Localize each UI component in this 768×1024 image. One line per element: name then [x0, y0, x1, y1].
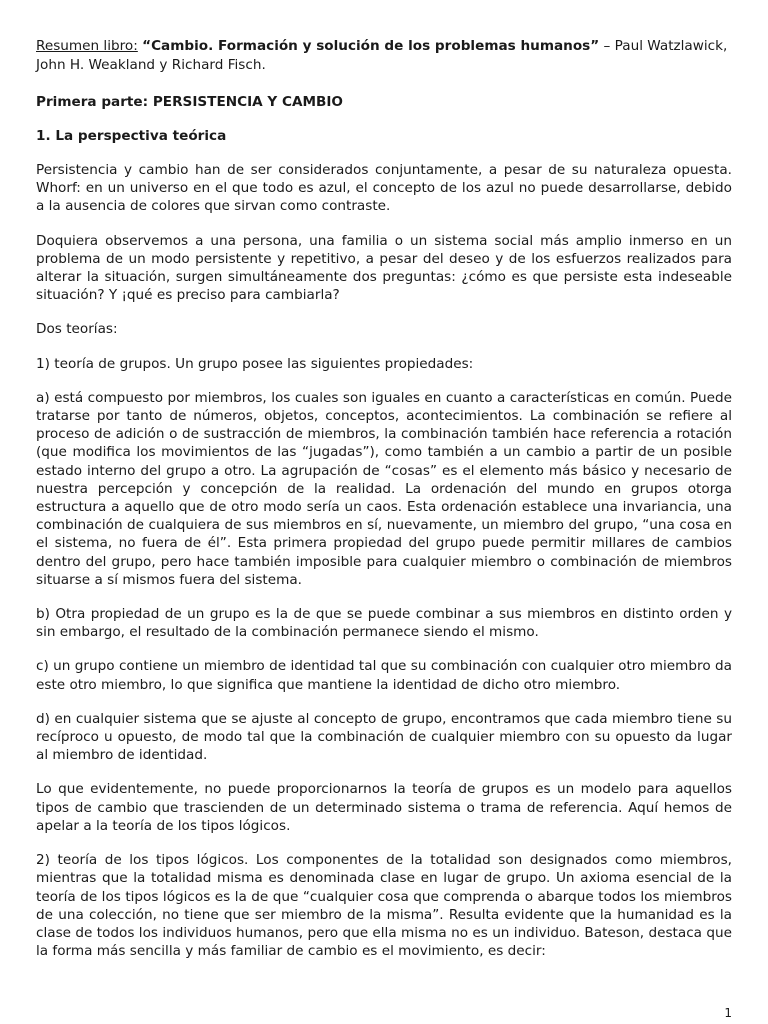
- paragraph-4: 1) teoría de grupos. Un grupo posee las siguientes propiedades:: [36, 355, 474, 372]
- paragraph-3: Dos teorías:: [36, 321, 118, 338]
- section-title: 1. La perspectiva teórica: [36, 127, 227, 144]
- paragraph-8: d) en cualquier sistema que se ajuste al concepto de grupo, encontramos que cada miembro tiene su recíproco u opuesto, de modo tal que la combinación de cualquier miembro con su opuesto da lugar al miembro de identidad.: [36, 710, 732, 764]
- page-number: 1: [724, 1006, 732, 1020]
- part-title: Primera parte: PERSISTENCIA Y CAMBIO: [36, 93, 343, 110]
- document-page: [36, 37, 732, 976]
- header-label: Resumen libro:: [36, 38, 138, 54]
- paragraph-5: a) está compuesto por miembros, los cuales son iguales en cuanto a características en común. Puede tratarse por tanto de números, objetos, conceptos, acontecimientos. La combinación se refiere al proceso de adición o de sustracción de miembros, la combinación también hace referencia a rotación (que modifica los movimientos de las “jugadas”), como también a un cambio a partir de un posible estado interno del grupo a otro. La agrupación de “cosas” es el elemento más básico y necesario de nuestra percepción y concepción de la realidad. La ordenación del mundo en grupos otorga estructura a aquello que de otro modo sería un caos. Esta ordenación establece una invariancia, una combinación de cualquiera de sus miembros en sí, nuevamente, un miembro del grupo, “una cosa en el sistema, no fuera de él”. Esta primera propiedad del grupo puede permitir millares de cambios dentro del grupo, pero hace también imposible para cualquier miembro o combinación de miembros situarse a sí mismos fuera del sistema.: [36, 389, 732, 588]
- book-title: “Cambio. Formación y solución de los problemas humanos”: [142, 38, 600, 54]
- paragraph-2: Doquiera observemos a una persona, una familia o un sistema social más amplio inmerso en un problema de un modo persistente y repetitivo, a pesar del deseo y de los esfuerzos realizados para alterar la situación, surgen simultáneamente dos preguntas: ¿cómo es que persiste esta indeseable situación? Y ¡qué es preciso para cambiarla?: [36, 232, 732, 304]
- document-header: [36, 37, 732, 75]
- book-authors: – Paul Watzlawick, John H. Weakland y Richard Fisch.: [36, 38, 728, 73]
- paragraph-9: Lo que evidentemente, no puede proporcionarnos la teoría de grupos es un modelo para aquellos tipos de cambio que trascienden de un determinado sistema o trama de referencia. Aquí hemos de apelar a la teoría de los tipos lógicos.: [36, 781, 732, 834]
- paragraph-6: b) Otra propiedad de un grupo es la de que se puede combinar a sus miembros en distinto orden y sin embargo, el resultado de la combinación permanece siendo el mismo.: [36, 606, 732, 641]
- paragraph-10: 2) teoría de los tipos lógicos. Los componentes de la totalidad son designados como miembros, mientras que la totalidad misma es denominada clase en lugar de grupo. Un axioma esencial de la teoría de los tipos lógicos es la de que “cualquier cosa que comprenda o abarque todos los miembros de una colección, no tiene que ser miembro de la misma”. Resulta evidente que la humanidad es la clase de todos los individuos humanos, pero que ella misma no es un individuo. Bateson, destaca que la forma más sencilla y más familiar de cambio es el movimiento, es decir:: [36, 852, 732, 960]
- paragraph-1: Persistencia y cambio han de ser considerados conjuntamente, a pesar de su naturaleza opuesta. Whorf: en un universo en el que todo es azul, el concepto de los azul no puede desarrollarse, debido a la ausencia de colores que sirvan como contraste.: [36, 162, 732, 215]
- paragraph-7: c) un grupo contiene un miembro de identidad tal que su combinación con cualquier otro miembro da este otro miembro, lo que significa que mantiene la identidad de dicho otro miembro.: [36, 658, 732, 693]
